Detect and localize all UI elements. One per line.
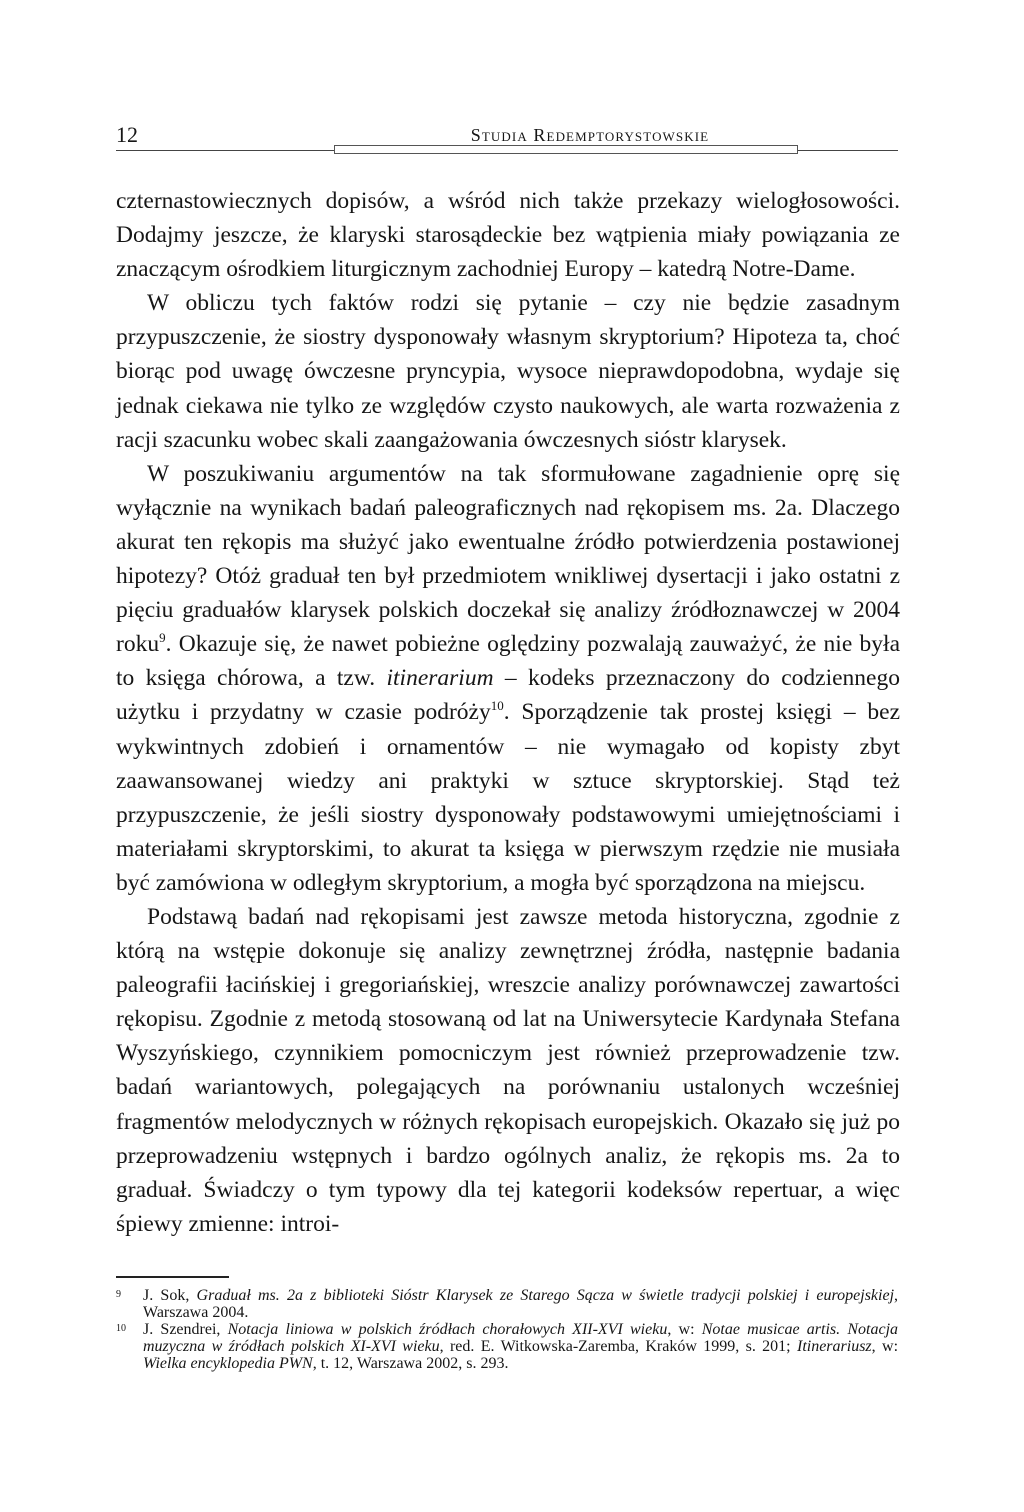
page-number: 12 xyxy=(116,122,138,147)
paragraph-1: czternastowiecznych dopisów, a wśród nich także przekazy wielogłosowości. Dodajmy jeszcze, że klaryski starosądeckie bez wątpienia miały powiązania ze znaczącym ośrodkiem liturgicznym zachodniej Europy – katedrą Notre-Dame. xyxy=(116,188,900,283)
footnote-text: , w: xyxy=(871,1338,899,1355)
footnote-text: , w: xyxy=(667,1321,702,1338)
footnote-separator xyxy=(116,1276,229,1278)
italic-term-itinerarium: itinerarium xyxy=(386,665,494,692)
footnote-title: Graduał ms. 2a z biblioteki Sióstr Klarysek ze Starego Sącza w świetle tradycji polskiej i europejskiej xyxy=(196,1287,895,1304)
footnote-text: J. Sok, xyxy=(143,1287,197,1304)
journal-title: Studia Redemptorystowskie xyxy=(470,125,710,145)
footnote-ref-10[interactable]: 10 xyxy=(490,698,504,714)
footnote-9 xyxy=(116,1287,898,1321)
paragraph-3-text-b: . Okazuje się, że nawet pobieżne oględziny pozwalają zauważyć, że nie była to księga chórowa, a tzw. xyxy=(116,631,900,692)
footnote-marker: 9 xyxy=(116,1289,121,1300)
footnote-title: Notacja liniowa w polskich źródłach chorałowych XII-XVI wieku xyxy=(227,1321,668,1338)
header-ornament-box xyxy=(334,145,798,154)
footnote-title: Itinerariusz xyxy=(796,1338,872,1355)
paragraph-4: Podstawą badań nad rękopisami jest zawsze metoda historyczna, zgodnie z którą na wstępie dokonuje się analizy zewnętrznej źródła, następnie badania paleografii łacińskiej i gregoriańskiej, wreszcie analizy porównawczej zawartości rękopisu. Zgodnie z metodą stosowaną od lat na Uniwersytecie Kardynała Stefana Wyszyńskiego, czynnikiem pomocniczym jest również przeprowadzenie tzw. badań wariantowych, polegających na porównaniu ustalonych wcześniej fragmentów melodycznych w różnych rękopisach europejskich. Okazało się już po przeprowadzeniu wstępnych i bardzo ogólnych analiz, że rękopis ms. 2a to graduał. Świadczy o tym typowy dla tej kategorii kodeksów repertuar, a więc śpiewy zmienne: introi- xyxy=(116,903,900,1237)
footnotes xyxy=(116,1287,898,1372)
footnote-10 xyxy=(116,1321,898,1372)
main-text xyxy=(116,184,900,1241)
footnote-text: , t. 12, Warszawa 2002, s. 293. xyxy=(312,1355,509,1372)
running-head xyxy=(116,122,898,162)
paragraph-3 xyxy=(116,457,900,900)
footnote-title: Wielka encyklopedia PWN xyxy=(143,1355,313,1372)
footnote-title: Notae musicae artis. Notacja muzyczna w źródłach polskich XI-XVI wieku xyxy=(143,1321,899,1355)
footnote-marker: 10 xyxy=(116,1323,126,1334)
footnote-text: J. Szendrei, xyxy=(143,1321,228,1338)
paragraph-3-text-a: W poszukiwaniu argumentów na tak sformułowane zagadnienie oprę się wyłącznie na wynikach badań paleograficznych nad rękopisem ms. 2a. Dlaczego akurat ten rękopis ma służyć jako ewentualne źródło potwierdzenia postawionej hipotezy? Otóż graduał ten był przedmiotem wnikliwej dysertacji i jako ostatni z pięciu graduałów klarysek polskich doczekał się analizy źródłoznawczej w 2004 roku xyxy=(116,460,900,658)
paragraph-2: W obliczu tych faktów rodzi się pytanie – czy nie będzie zasadnym przypuszczenie, że siostry dysponowały własnym skryptorium? Hipoteza ta, choć biorąc pod uwagę ówczesne pryncypia, wysoce nieprawdopodobna, wydaje się jednak ciekawa nie tylko ze względów czysto naukowych, ale warta rozważenia z racji szacunku wobec skali zaangażowania ówczesnych sióstr klarysek. xyxy=(116,290,900,453)
paragraph-3-text-d: . Sporządzenie tak prostej księgi – bez wykwintnych zdobień i ornamentów – nie wymagało od kopisty zbyt zaawansowanej wiedzy ani praktyki w sztuce skryptorskiej. Stąd też przypuszczenie, że jeśli siostry dysponowały podstawowymi umiejętnościami i materiałami skryptorskimi, to akurat ta księga w pierwszym rzędzie nie musiała być zamówiona w odległym skryptorium, a mogła być sporządzona na miejscu. xyxy=(116,699,900,896)
footnote-ref-9[interactable]: 9 xyxy=(159,630,166,646)
footnote-text: , red. E. Witkowska-Zaremba, Kraków 1999, s. 201; xyxy=(439,1338,797,1355)
footnote-text: , Warszawa 2004. xyxy=(143,1287,899,1321)
paragraph-3-text-c: – kodeks przeznaczony do codziennego użytku i przydatny w czasie podróży xyxy=(116,665,900,726)
